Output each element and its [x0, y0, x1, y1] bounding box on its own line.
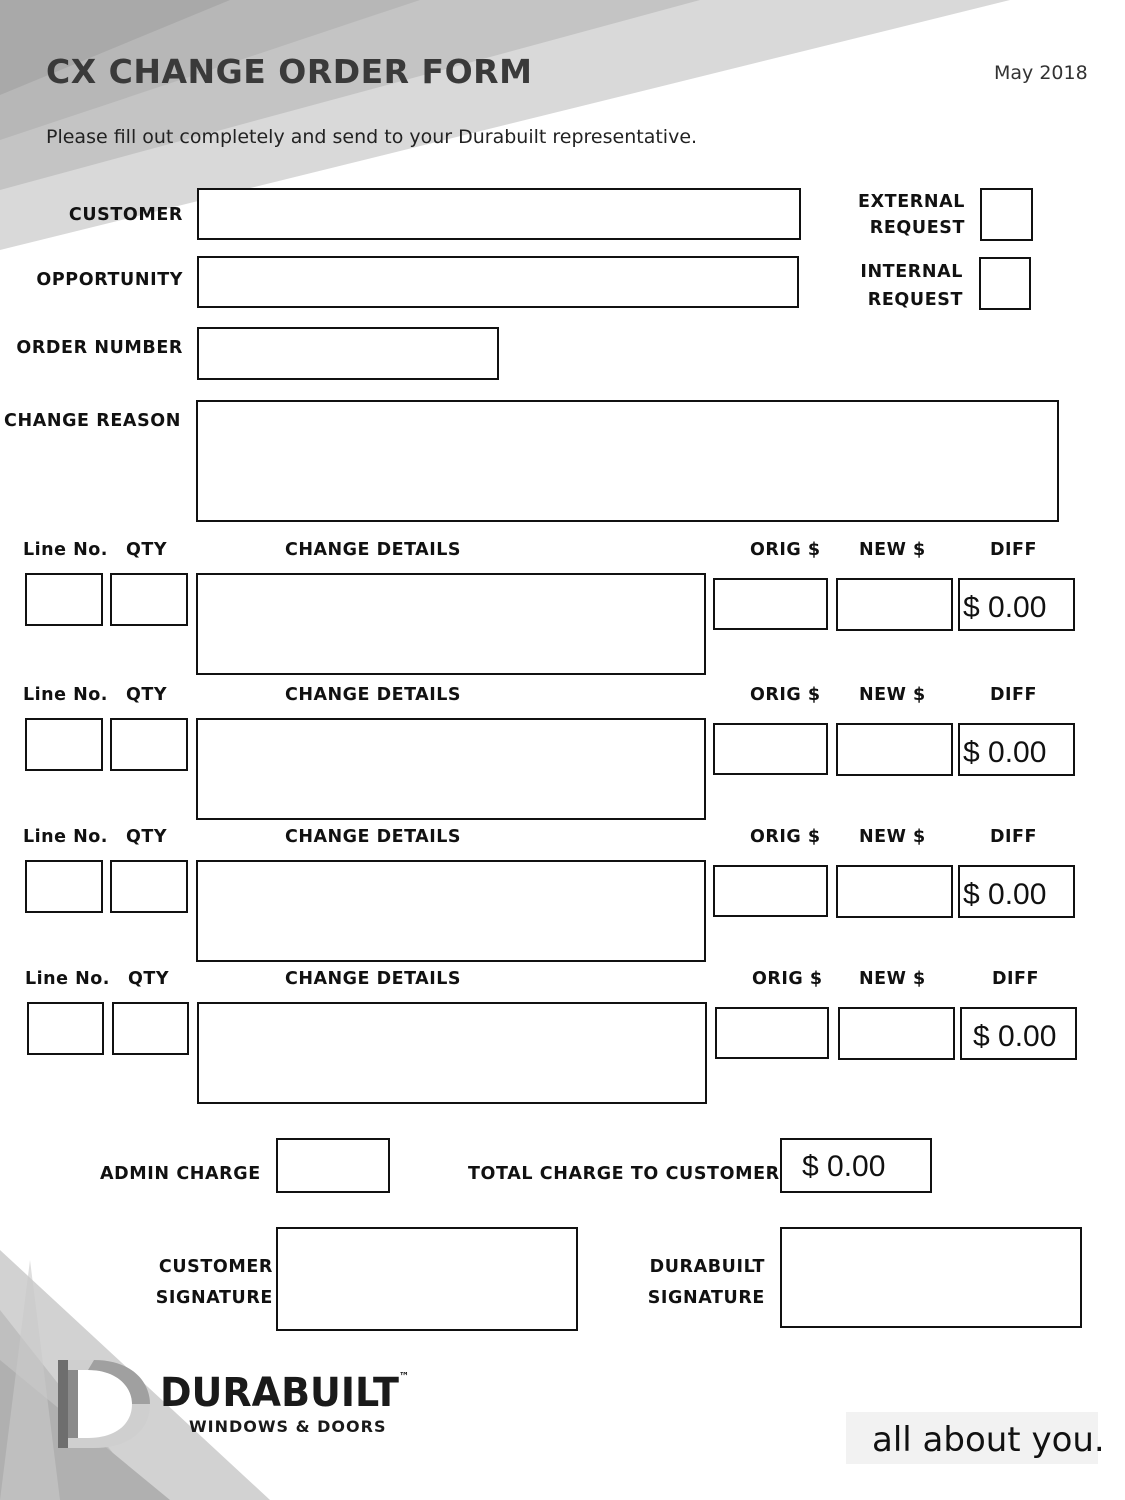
- change-details-field[interactable]: [196, 573, 706, 675]
- internal-request-label: INTERNAL REQUEST: [860, 262, 963, 310]
- new-header: NEW $: [859, 827, 926, 847]
- change-details-header: CHANGE DETAILS: [285, 540, 461, 560]
- line-no-header: Line No.: [23, 827, 108, 847]
- total-charge-value: $ 0.00: [802, 1150, 886, 1183]
- diff-amount-field: [958, 723, 1075, 776]
- line-no-field[interactable]: [25, 718, 103, 771]
- qty-header: QTY: [126, 827, 167, 847]
- orig-amount-field[interactable]: [715, 1007, 829, 1059]
- durabuilt-d-logo-icon: [54, 1356, 154, 1452]
- diff-header: DIFF: [992, 969, 1039, 989]
- order-number-field-box: [197, 327, 499, 380]
- form-date: May 2018: [994, 62, 1088, 84]
- diff-amount-value: $ 0.00: [963, 878, 1047, 911]
- opportunity-field-box: [197, 256, 799, 308]
- new-amount-field[interactable]: [836, 865, 953, 918]
- change-details-header: CHANGE DETAILS: [285, 969, 461, 989]
- diff-amount-field: [960, 1007, 1077, 1060]
- qty-header: QTY: [126, 540, 167, 560]
- customer-signature-field[interactable]: [276, 1227, 578, 1331]
- orig-header: ORIG $: [750, 827, 821, 847]
- external-request-checkbox[interactable]: [980, 188, 1033, 241]
- qty-header: QTY: [126, 685, 167, 705]
- change-details-field[interactable]: [196, 718, 706, 820]
- diff-amount-value: $ 0.00: [963, 736, 1047, 769]
- instructions-text: Please fill out completely and send to your Durabuilt representative.: [46, 126, 698, 148]
- qty-field[interactable]: [110, 573, 188, 626]
- orig-amount-field[interactable]: [713, 723, 828, 775]
- admin-charge-input[interactable]: [278, 1140, 388, 1191]
- change-details-header: CHANGE DETAILS: [285, 685, 461, 705]
- customer-field-box: [197, 188, 801, 240]
- new-amount-field[interactable]: [836, 723, 953, 776]
- qty-field[interactable]: [110, 718, 188, 771]
- total-charge-label: TOTAL CHARGE TO CUSTOMER: [468, 1164, 780, 1184]
- customer-label: CUSTOMER: [68, 205, 183, 225]
- orig-amount-field[interactable]: [713, 578, 828, 630]
- opportunity-label: OPPORTUNITY: [36, 270, 183, 290]
- qty-field[interactable]: [110, 860, 188, 913]
- orig-header: ORIG $: [750, 685, 821, 705]
- change-reason-input[interactable]: [198, 402, 1057, 520]
- qty-field[interactable]: [112, 1002, 189, 1055]
- diff-header: DIFF: [990, 685, 1037, 705]
- new-amount-field[interactable]: [838, 1007, 955, 1060]
- new-header: NEW $: [859, 685, 926, 705]
- diff-header: DIFF: [990, 540, 1037, 560]
- brand-subtitle: WINDOWS & DOORS: [189, 1417, 387, 1436]
- line-no-header: Line No.: [23, 685, 108, 705]
- line-no-field[interactable]: [25, 573, 103, 626]
- diff-amount-field: [958, 578, 1075, 631]
- diff-header: DIFF: [990, 827, 1037, 847]
- line-no-header: Line No.: [25, 969, 110, 989]
- change-details-field[interactable]: [196, 860, 706, 962]
- qty-header: QTY: [128, 969, 169, 989]
- diff-amount-value: $ 0.00: [973, 1020, 1057, 1053]
- change-details-field[interactable]: [197, 1002, 707, 1104]
- order-number-label: ORDER NUMBER: [16, 338, 183, 358]
- change-reason-label: CHANGE REASON: [4, 411, 181, 431]
- external-request-label: EXTERNAL REQUEST: [858, 192, 965, 238]
- tagline: all about you.: [872, 1420, 1105, 1460]
- diff-amount-field: [958, 865, 1075, 918]
- line-no-field[interactable]: [25, 860, 103, 913]
- durabuilt-signature-field[interactable]: [780, 1227, 1082, 1328]
- customer-input[interactable]: [199, 190, 799, 238]
- durabuilt-signature-label: DURABUILT SIGNATURE: [647, 1257, 765, 1308]
- admin-charge-field-box: [276, 1138, 390, 1193]
- orig-header: ORIG $: [752, 969, 823, 989]
- change-details-header: CHANGE DETAILS: [285, 827, 461, 847]
- new-header: NEW $: [859, 540, 926, 560]
- new-header: NEW $: [859, 969, 926, 989]
- orig-amount-field[interactable]: [713, 865, 828, 917]
- admin-charge-label: ADMIN CHARGE: [100, 1164, 261, 1184]
- diff-amount-value: $ 0.00: [963, 591, 1047, 624]
- line-no-field[interactable]: [27, 1002, 104, 1055]
- brand-name: DURABUILT™: [160, 1370, 410, 1416]
- line-no-header: Line No.: [23, 540, 108, 560]
- customer-signature-label: CUSTOMER SIGNATURE: [155, 1257, 273, 1308]
- internal-request-checkbox[interactable]: [979, 257, 1031, 310]
- total-charge-field: [780, 1138, 932, 1193]
- page-title: CX CHANGE ORDER FORM: [46, 52, 533, 91]
- change-reason-field-box: [196, 400, 1059, 522]
- opportunity-input[interactable]: [199, 258, 797, 306]
- order-number-input[interactable]: [199, 329, 497, 378]
- new-amount-field[interactable]: [836, 578, 953, 631]
- orig-header: ORIG $: [750, 540, 821, 560]
